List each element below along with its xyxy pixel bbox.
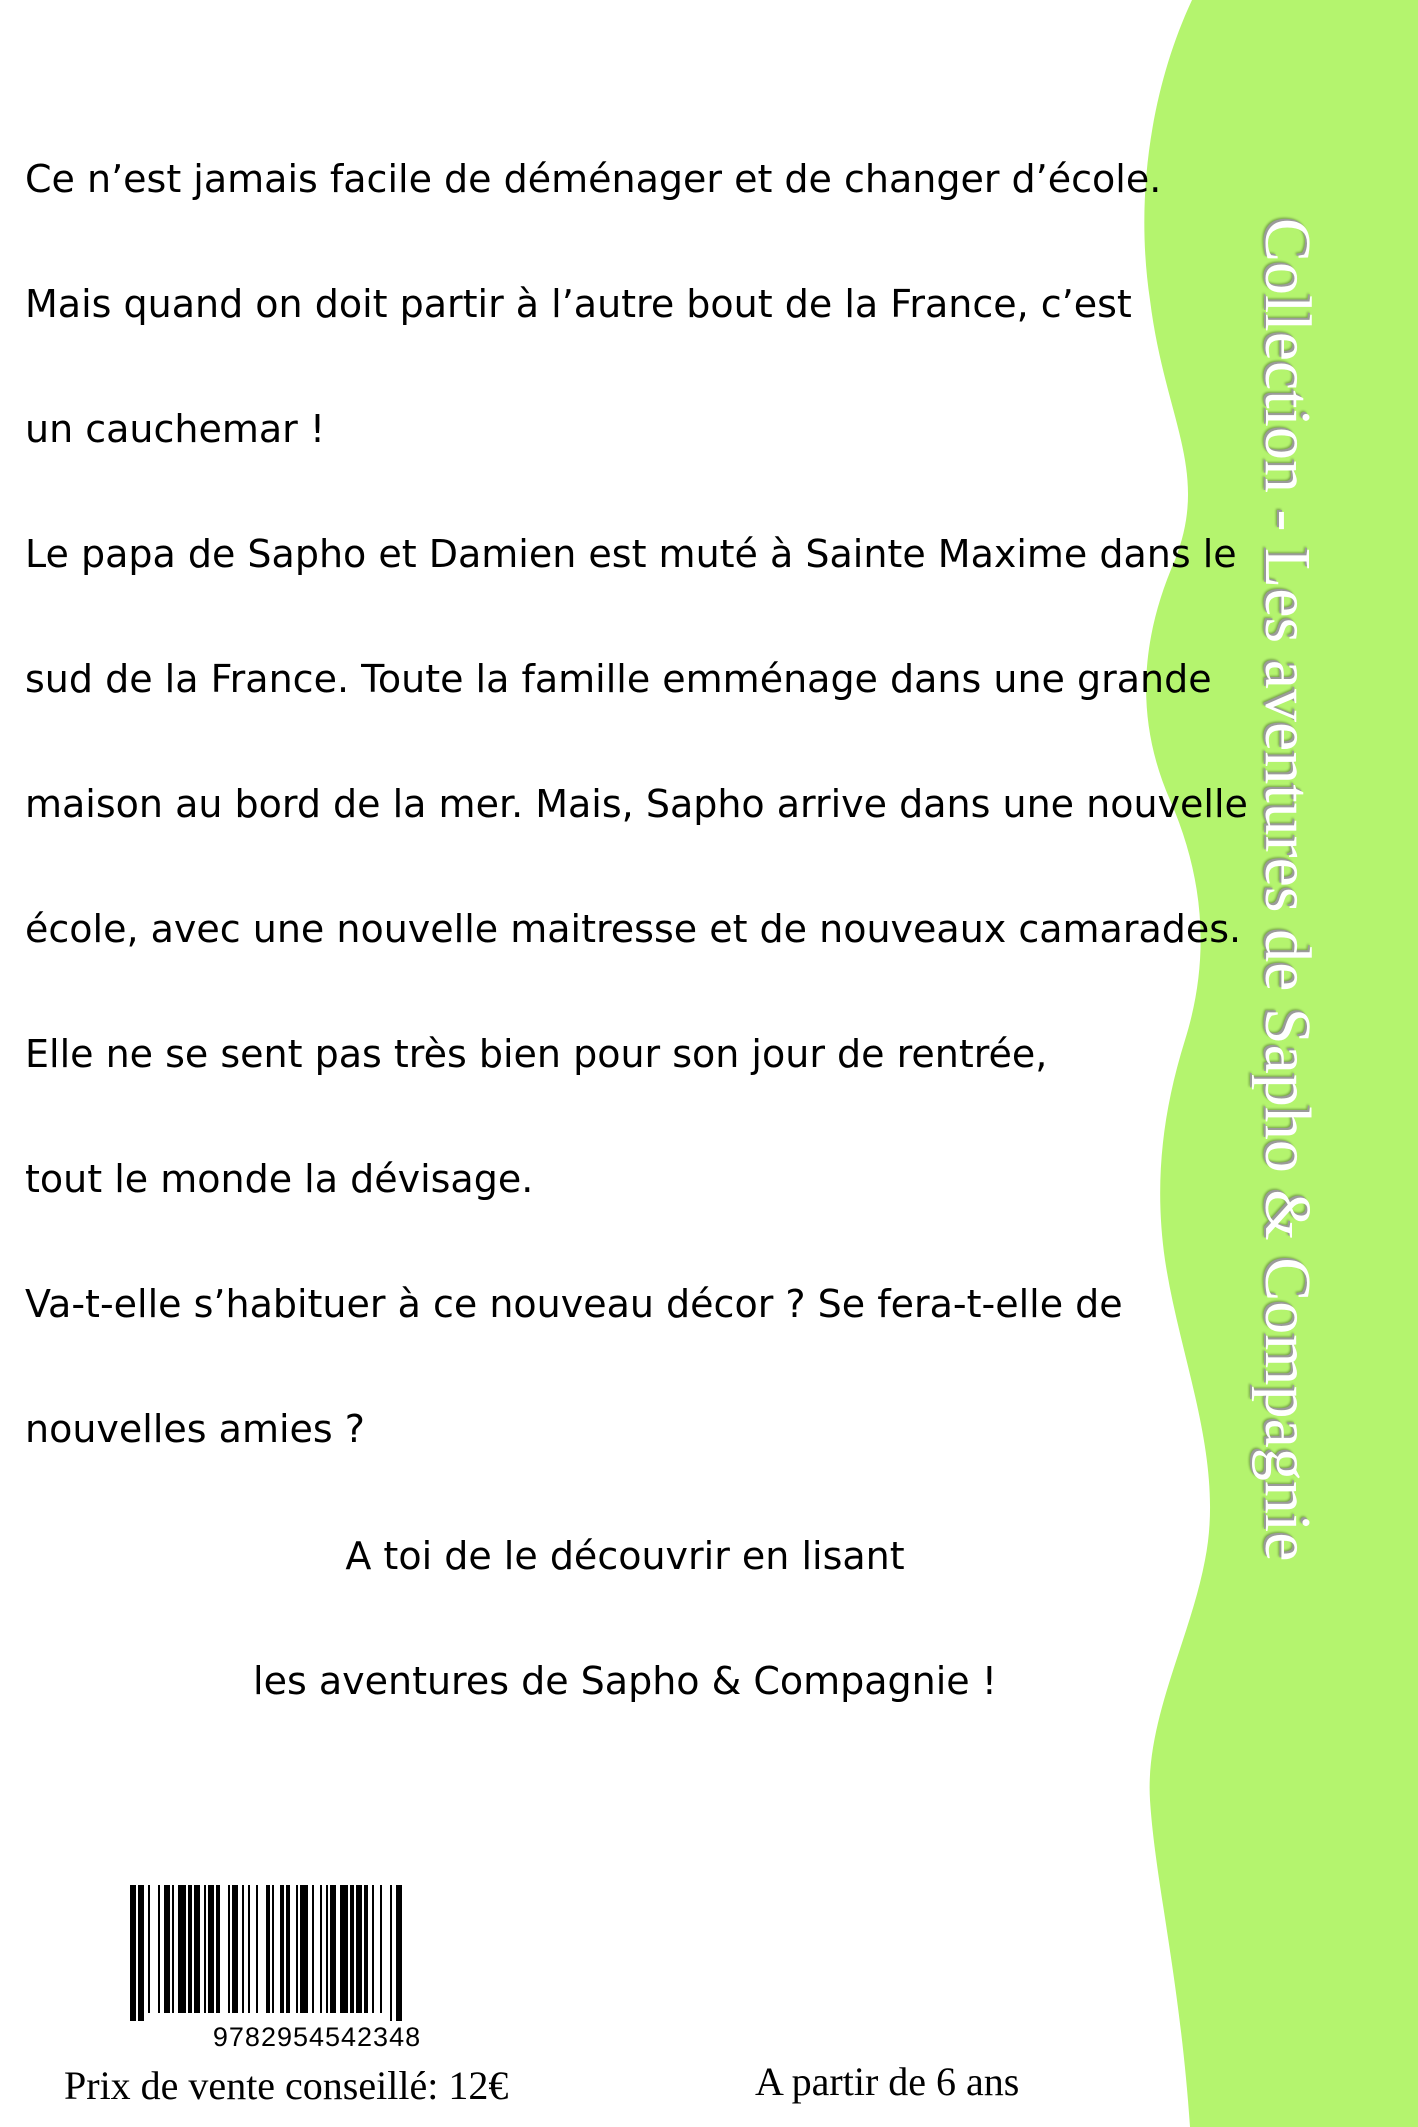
isbn-barcode <box>112 1885 522 2051</box>
collection-title: Collection - Les aventures de Sapho & Compagnie <box>1251 218 1324 1562</box>
blurb-line: Elle ne se sent pas très bien pour son jour de rentrée, <box>25 1032 1048 1076</box>
blurb-line: nouvelles amies ? <box>25 1407 365 1451</box>
blurb-line: tout le monde la dévisage. <box>25 1157 534 1201</box>
age-label: A partir de 6 ans <box>755 2059 1020 2104</box>
blurb-line: Va-t-elle s’habituer à ce nouveau décor ? Se fera-t-elle de <box>25 1282 1123 1326</box>
blurb-line: école, avec une nouvelle maitresse et de nouveaux camarades. <box>25 907 1242 951</box>
closing-line: les aventures de Sapho & Compagnie ! <box>253 1659 997 1703</box>
blurb-line: Mais quand on doit partir à l’autre bout de la France, c’est <box>25 282 1132 326</box>
blurb-line: un cauchemar ! <box>25 407 326 451</box>
blurb-line: Le papa de Sapho et Damien est muté à Sainte Maxime dans le <box>25 532 1237 576</box>
blurb-line: sud de la France. Toute la famille emménage dans une grande <box>25 657 1212 701</box>
blurb-line: maison au bord de la mer. Mais, Sapho arrive dans une nouvelle <box>25 782 1248 826</box>
barcode-bars-icon <box>112 1885 522 2021</box>
price-label: Prix de vente conseillé: 12€ <box>64 2063 509 2108</box>
closing-line: A toi de le découvrir en lisant <box>345 1534 905 1578</box>
isbn-number: 9782954542348 <box>212 2022 422 2052</box>
blurb-line: Ce n’est jamais facile de déménager et de changer d’école. <box>25 157 1162 201</box>
